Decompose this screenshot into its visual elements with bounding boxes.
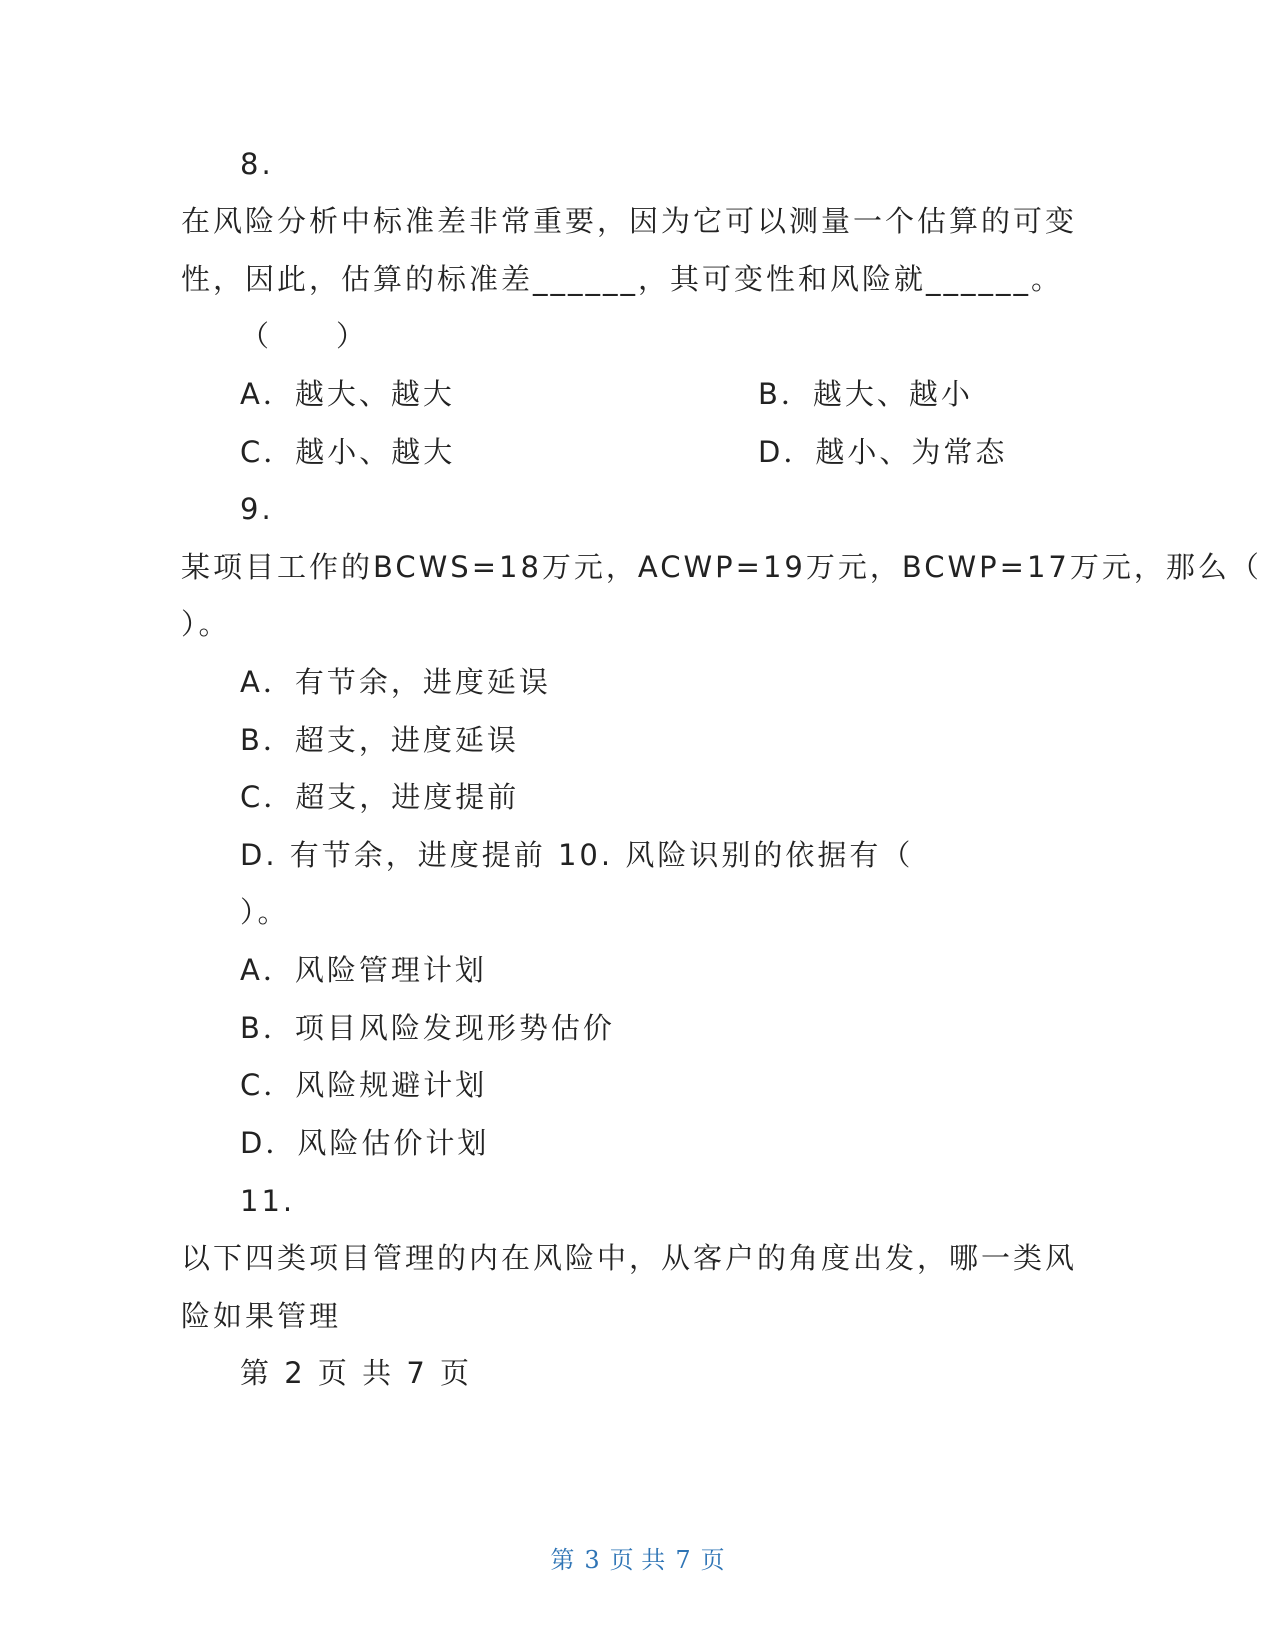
question-9-number: 9. (240, 492, 274, 526)
question-10-option-a: A．风险管理计划 (240, 953, 487, 987)
question-8-option-c: C．越小、越大 (240, 435, 456, 469)
question-9-stem-line-1: 某项目工作的BCWS=18万元，ACWP=19万元，BCWP=17万元，那么（ (181, 550, 1262, 584)
page-footer (0, 1544, 1275, 1576)
question-10-option-d: D．风险估价计划 (240, 1126, 490, 1160)
inner-page-marker: 第 2 页 共 7 页 (240, 1356, 472, 1390)
question-9-option-a: A．有节余，进度延误 (240, 665, 551, 699)
footer-suffix: 页 (700, 1546, 725, 1574)
footer-total-pages: 7 (675, 1546, 691, 1574)
question-9-option-d-and-question-10-stem: D. 有节余，进度提前 10. 风险识别的依据有（ (240, 838, 914, 872)
question-8-stem-line-1: 在风险分析中标准差非常重要，因为它可以测量一个估算的可变 (181, 204, 1078, 238)
question-10-stem-line-2: ）。 (240, 895, 290, 929)
question-8-option-b: B．越大、越小 (758, 377, 973, 411)
question-8-option-d: D．越小、为常态 (758, 435, 1008, 469)
question-10-option-c: C．风险规避计划 (240, 1068, 488, 1102)
question-9-option-c: C．超支，进度提前 (240, 780, 520, 814)
question-11-stem-line-1: 以下四类项目管理的内在风险中，从客户的角度出发，哪一类风 (181, 1241, 1078, 1275)
question-11-stem-line-2: 险如果管理 (181, 1299, 342, 1333)
question-11-number: 11. (240, 1184, 296, 1218)
question-10-option-b: B．项目风险发现形势估价 (240, 1011, 615, 1045)
footer-middle: 页 共 (609, 1546, 666, 1574)
question-9-stem-line-2: ）。 (181, 607, 231, 641)
question-9-option-b: B．超支，进度延误 (240, 723, 519, 757)
question-8-number: 8. (240, 147, 274, 181)
question-8-option-a: A．越大、越大 (240, 377, 455, 411)
footer-current-page: 3 (584, 1546, 600, 1574)
question-8-stem-line-2: 性，因此，估算的标准差______，其可变性和风险就______。 (181, 262, 1064, 296)
footer-prefix: 第 (550, 1546, 575, 1574)
question-8-answer-parentheses: （ ） (240, 319, 369, 353)
